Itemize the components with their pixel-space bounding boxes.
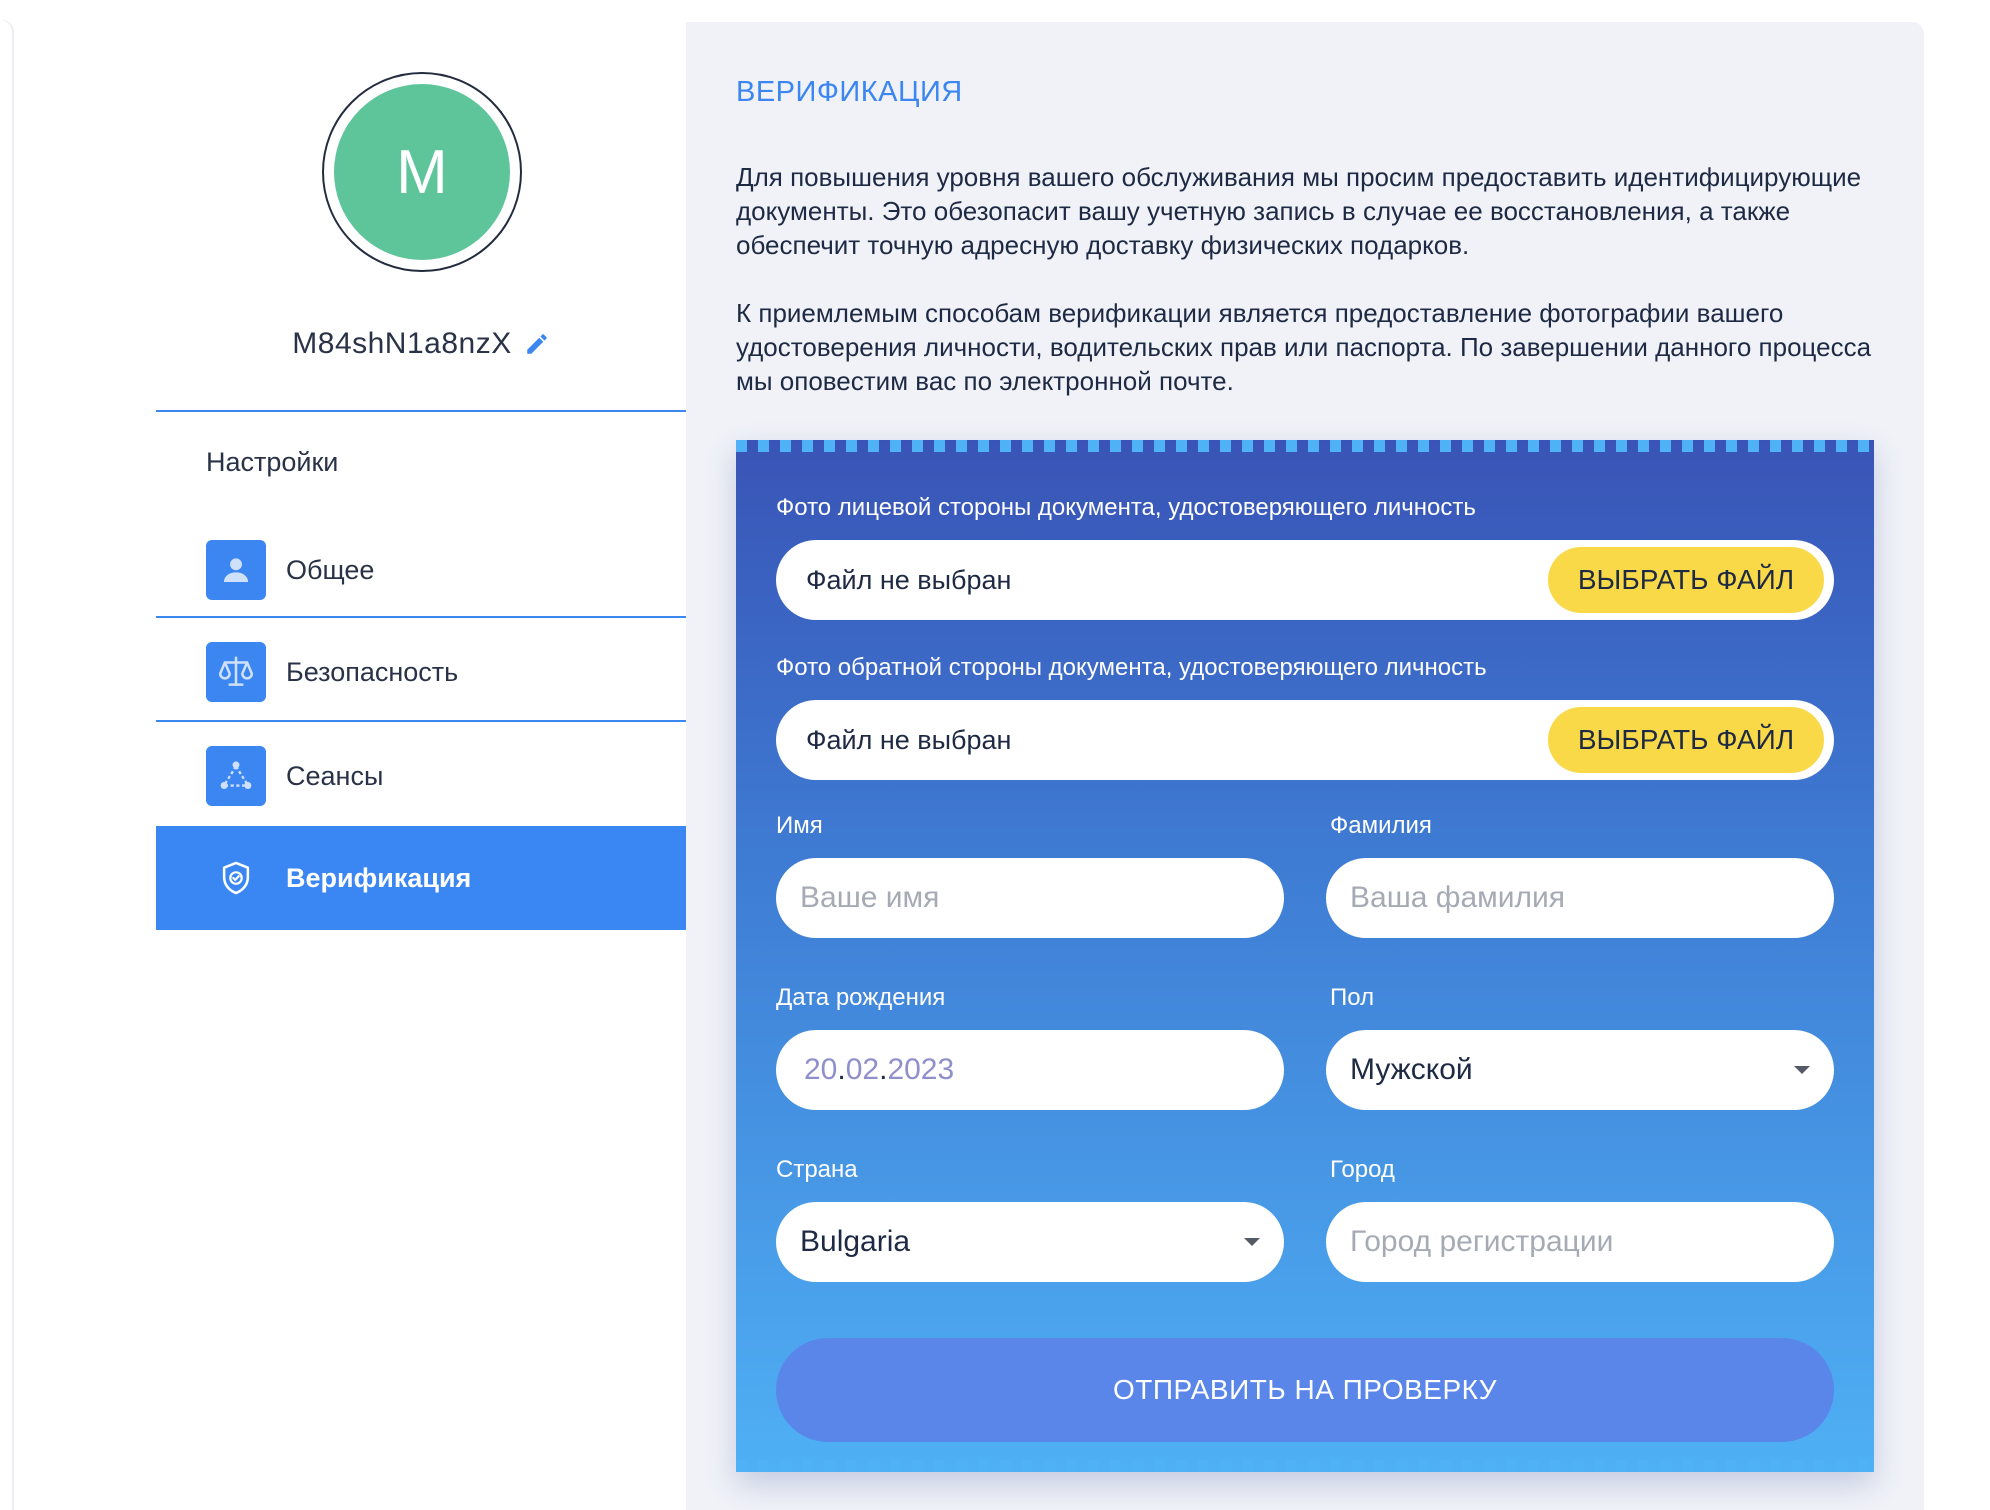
sidebar-item-sessions[interactable] (156, 724, 686, 828)
country-selected-value: Bulgaria (800, 1225, 911, 1258)
verification-methods-paragraph: К приемлемым способам верификации является предоставление фотографии вашего удостоверения личности, водительских прав или паспорта. По завершении данного процесса мы оповестим вас по электронной почте. (736, 298, 1872, 396)
network-icon (217, 757, 255, 795)
gender-label: Пол (1330, 984, 1375, 1011)
scales-icon (217, 653, 255, 691)
birthdate-label: Дата рождения (776, 984, 946, 1011)
city-input[interactable] (1326, 1202, 1834, 1282)
sidebar-item-general[interactable] (156, 518, 686, 622)
page-title: ВЕРИФИКАЦИЯ (736, 76, 963, 108)
stamp-edge-bottom (736, 1460, 1874, 1472)
shield-icon-box (206, 848, 266, 908)
scales-icon-box (206, 642, 266, 702)
gender-selected-value: Мужской (1350, 1053, 1473, 1086)
first-name-input[interactable] (776, 858, 1284, 938)
first-name-label: Имя (776, 812, 823, 839)
first-name-placeholder: Ваше имя (800, 881, 940, 914)
sidebar-item-label: Общее (286, 554, 375, 585)
file-status-text: Файл не выбран (806, 564, 1012, 595)
sidebar-item-security[interactable] (156, 620, 686, 724)
sidebar-item-label: Сеансы (286, 760, 384, 791)
username: M84shN1a8nzX (292, 327, 512, 360)
last-name-placeholder: Ваша фамилия (1350, 881, 1566, 914)
user-icon-box (206, 540, 266, 600)
divider (156, 410, 686, 412)
avatar[interactable]: M (334, 84, 510, 260)
gender-select[interactable] (1326, 1030, 1834, 1110)
birthdate-month: 02 (845, 1053, 880, 1086)
country-label: Страна (776, 1156, 858, 1183)
chevron-down-icon (1794, 1066, 1810, 1074)
birthdate-input[interactable] (776, 1030, 1284, 1110)
back-photo-file-input[interactable] (776, 700, 1834, 780)
username-row (156, 322, 686, 366)
sidebar (156, 0, 686, 1510)
city-label: Город (1330, 1156, 1395, 1183)
birthdate-year: 2023 (887, 1053, 955, 1086)
intro-paragraph: Для повышения уровня вашего обслуживания мы просим предоставить идентифицирующие документы. Это обезопасит вашу учетную запись в случае ее восстановления, а также обеспечит точную адресную доставку физических подарков. (736, 162, 1862, 260)
chevron-down-icon (1244, 1238, 1260, 1246)
user-icon (219, 553, 253, 587)
sidebar-item-label: Безопасность (286, 656, 459, 687)
stamp-edge-top (736, 440, 1874, 452)
choose-front-file-button[interactable]: ВЫБРАТЬ ФАЙЛ (1548, 547, 1824, 613)
settings-title: Настройки (206, 447, 339, 477)
file-status-text: Файл не выбран (806, 724, 1012, 755)
sidebar-item-label: Верификация (286, 862, 472, 893)
last-name-input[interactable] (1326, 858, 1834, 938)
submit-verification-button[interactable]: ОТПРАВИТЬ НА ПРОВЕРКУ (776, 1338, 1834, 1442)
sidebar-item-verification[interactable] (156, 826, 686, 930)
city-placeholder: Город регистрации (1350, 1225, 1614, 1258)
left-panel-edge (0, 20, 12, 1510)
pencil-icon[interactable] (524, 331, 550, 357)
last-name-label: Фамилия (1330, 812, 1432, 839)
choose-back-file-button[interactable]: ВЫБРАТЬ ФАЙЛ (1548, 707, 1824, 773)
network-icon-box (206, 746, 266, 806)
front-photo-file-input[interactable] (776, 540, 1834, 620)
verification-form (736, 440, 1874, 1472)
main-panel (686, 22, 1924, 1510)
country-select[interactable] (776, 1202, 1284, 1282)
birthdate-day: 20 (804, 1053, 838, 1086)
front-photo-label: Фото лицевой стороны документа, удостоверяющего личность (776, 494, 1476, 521)
back-photo-label: Фото обратной стороны документа, удостоверяющего личность (776, 654, 1487, 681)
birthdate-separator: . (837, 1053, 846, 1086)
divider (156, 720, 686, 722)
birthdate-value (804, 1053, 954, 1087)
shield-check-icon (217, 859, 255, 897)
avatar-ring (322, 72, 522, 272)
birthdate-separator: . (879, 1053, 888, 1086)
divider (156, 616, 686, 618)
